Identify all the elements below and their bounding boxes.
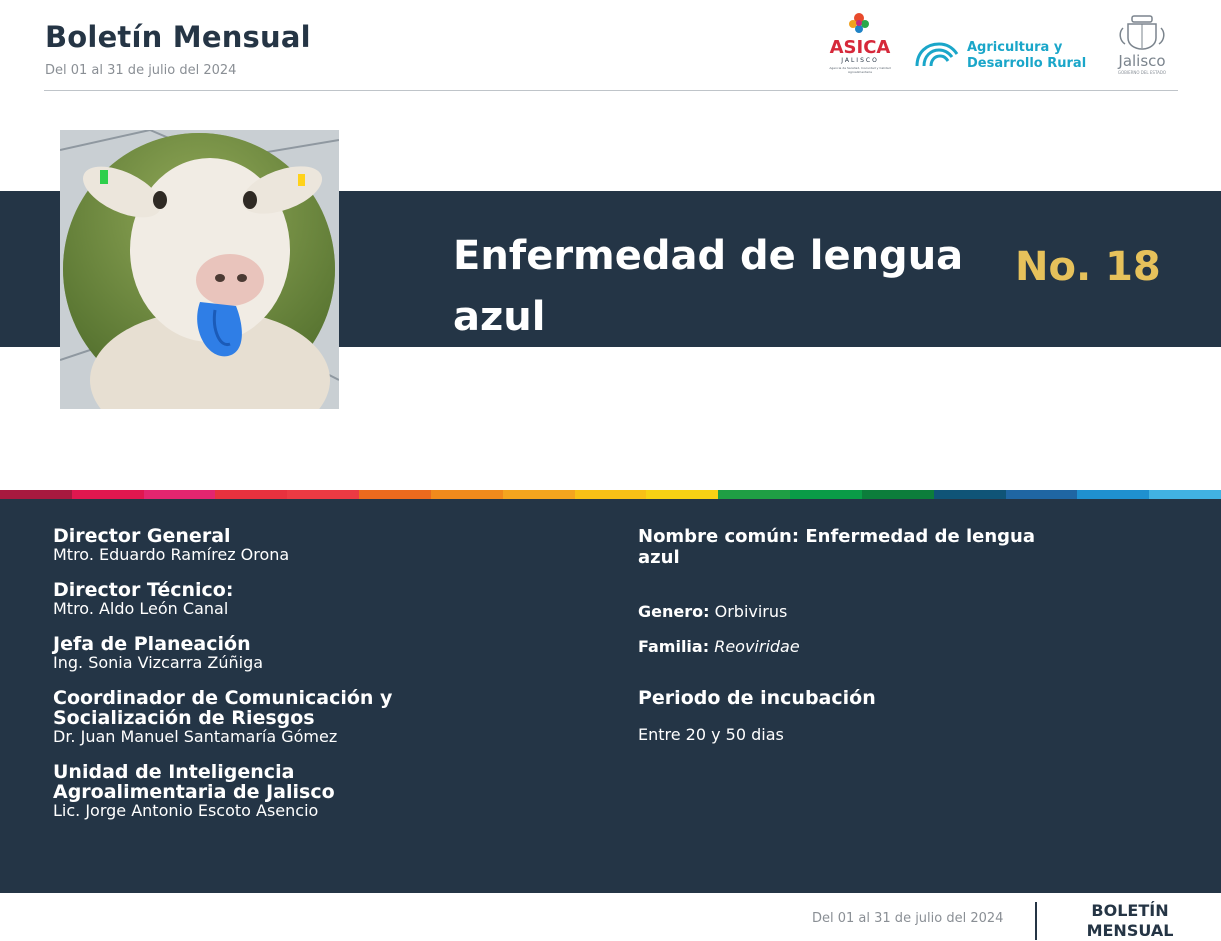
- incubation-value: Entre 20 y 50 dias: [638, 725, 784, 744]
- staff-role: Coordinador de Comunicación y Socialización de Riesgos: [53, 687, 393, 729]
- staff-name: Lic. Jorge Antonio Escoto Asencio: [53, 801, 319, 820]
- stripe-segment: [718, 490, 790, 499]
- staff-entry: [53, 580, 433, 617]
- stripe-segment: [934, 490, 1006, 499]
- disease-title: Enfermedad de lengua azul: [453, 233, 964, 340]
- asica-subtitle: JALISCO: [841, 57, 879, 64]
- staff-directory: [53, 526, 433, 836]
- header-divider: [44, 90, 1178, 91]
- stripe-segment: [72, 490, 144, 499]
- staff-entry: [53, 762, 433, 819]
- staff-name: Mtro. Aldo León Canal: [53, 599, 229, 618]
- asica-tagline: Agencia de Sanidad, Inocuidad y Calidad Agroalimentaria: [829, 66, 891, 74]
- staff-entry: [53, 688, 433, 745]
- waves-icon: [915, 40, 959, 70]
- stripe-segment: [503, 490, 575, 499]
- staff-role: Director Técnico:: [53, 579, 234, 601]
- agricultura-logo: [915, 40, 1091, 74]
- stripe-segment: [646, 490, 718, 499]
- stripe-segment: [575, 490, 647, 499]
- staff-entry: [53, 526, 433, 563]
- stripe-segment: [215, 490, 287, 499]
- stripe-segment: [359, 490, 431, 499]
- color-stripe: [0, 490, 1221, 499]
- disease-facts: [638, 526, 1035, 744]
- stripe-segment: [1077, 490, 1149, 499]
- staff-name: Ing. Sonia Vizcarra Zúñiga: [53, 653, 264, 672]
- stripe-segment: [1006, 490, 1078, 499]
- staff-name: Mtro. Eduardo Ramírez Orona: [53, 545, 290, 564]
- stripe-segment: [0, 490, 72, 499]
- issue-number: No. 18: [1015, 244, 1161, 290]
- footer-period: Del 01 al 31 de julio del 2024: [812, 911, 1004, 926]
- asica-logo: [823, 10, 895, 82]
- sheep-photo: [60, 130, 339, 409]
- bulletin-period: Del 01 al 31 de julio del 2024: [45, 63, 237, 78]
- bulletin-title: Boletín Mensual: [45, 20, 311, 54]
- jalisco-subtitle: GOBIERNO DEL ESTADO: [1117, 70, 1167, 75]
- agricultura-wordmark: Agricultura y Desarrollo Rural: [967, 40, 1087, 71]
- stripe-segment: [862, 490, 934, 499]
- genus-line: Genero: Orbivirus: [638, 602, 788, 621]
- stripe-segment: [790, 490, 862, 499]
- jalisco-wordmark: Jalisco: [1118, 52, 1166, 70]
- stripe-segment: [144, 490, 216, 499]
- family-line: Familia: Reoviridae: [638, 637, 800, 656]
- stripe-segment: [1149, 490, 1221, 499]
- staff-role: Jefa de Planeación: [53, 633, 251, 655]
- info-panel: [0, 499, 1221, 893]
- coat-of-arms-icon: [1105, 12, 1179, 52]
- stripe-segment: [287, 490, 359, 499]
- staff-role: Director General: [53, 525, 231, 547]
- asica-wordmark: ASICA: [829, 37, 891, 58]
- stripe-segment: [431, 490, 503, 499]
- footer-label: BOLETÍN MENSUAL: [1086, 901, 1174, 940]
- common-name: Nombre común: Enfermedad de lengua azul: [638, 526, 1035, 568]
- staff-name: Dr. Juan Manuel Santamaría Gómez: [53, 727, 338, 746]
- staff-role: Unidad de Inteligencia Agroalimentaria de Jalisco: [53, 761, 335, 803]
- jalisco-logo: [1105, 12, 1179, 80]
- incubation-title: Periodo de incubación: [638, 687, 876, 709]
- footer-divider: [1035, 902, 1037, 940]
- staff-entry: [53, 634, 433, 671]
